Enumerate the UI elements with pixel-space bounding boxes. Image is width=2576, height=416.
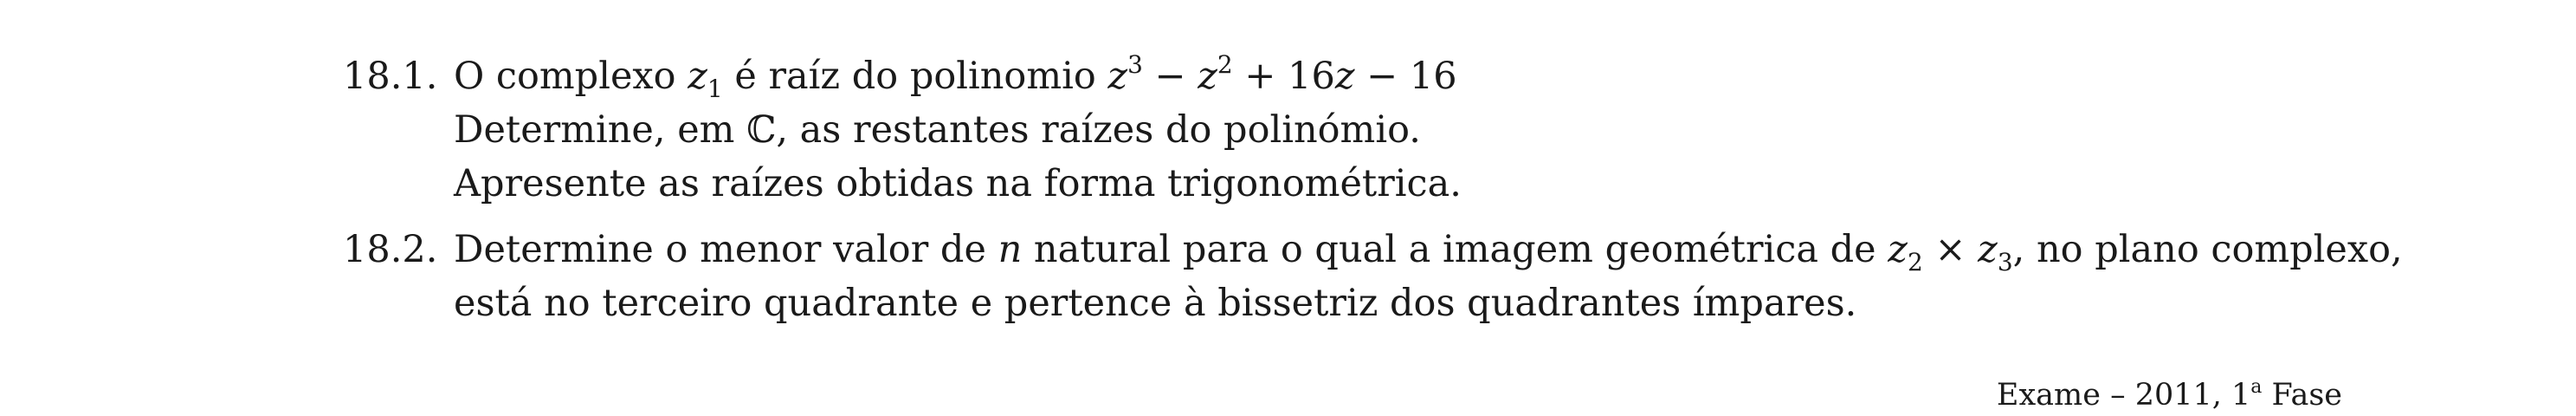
item-number-18-1: 18.1. [343,55,438,98]
math-term: + 16 [1232,55,1335,98]
math-operator: − [1142,55,1198,98]
math-var-z: z [1978,228,1998,271]
item-18-2-line-2: está no terceiro quadrante e pertence à bissetriz dos quadrantes ímpares. [454,282,1857,325]
math-subscript: 2 [1907,248,1923,276]
math-term: − 16 [1354,55,1457,98]
math-var-z: z [1888,228,1908,271]
text: , no plano complexo, [2012,228,2403,271]
item-18-1-line-2: Determine, em ℂ, as restantes raízes do polinómio. [454,108,1421,152]
math-exponent: 3 [1127,50,1143,79]
math-var-z: z [688,55,707,98]
ordinal-superscript: a [2250,376,2263,398]
math-subscript: 1 [707,75,723,103]
text: natural para o qual a imagem geométrica de [1022,228,1888,271]
math-var-z: z [1198,55,1217,98]
math-operator: × [1922,228,1979,271]
text: O complexo [454,55,688,98]
math-subscript: 3 [1997,248,2013,276]
text: Determine o menor valor de [454,228,998,271]
math-var-n: n [997,228,1023,271]
math-var-z: z [1107,55,1128,98]
text: é raíz do polinomio [722,55,1108,98]
source-reference [1997,374,2342,416]
item-number-18-2: 18.2. [343,228,438,271]
source-text: Exame – 2011, 1 [1996,378,2251,413]
source-tail: Fase [2262,378,2342,413]
math-exponent: 2 [1217,50,1233,79]
item-18-1-line-3: Apresente as raízes obtidas na forma trigonométrica. [454,162,1462,205]
item-18-2-line-1 [454,224,2403,276]
item-18-1-line-1 [454,50,1457,102]
math-var-z: z [1334,55,1355,98]
